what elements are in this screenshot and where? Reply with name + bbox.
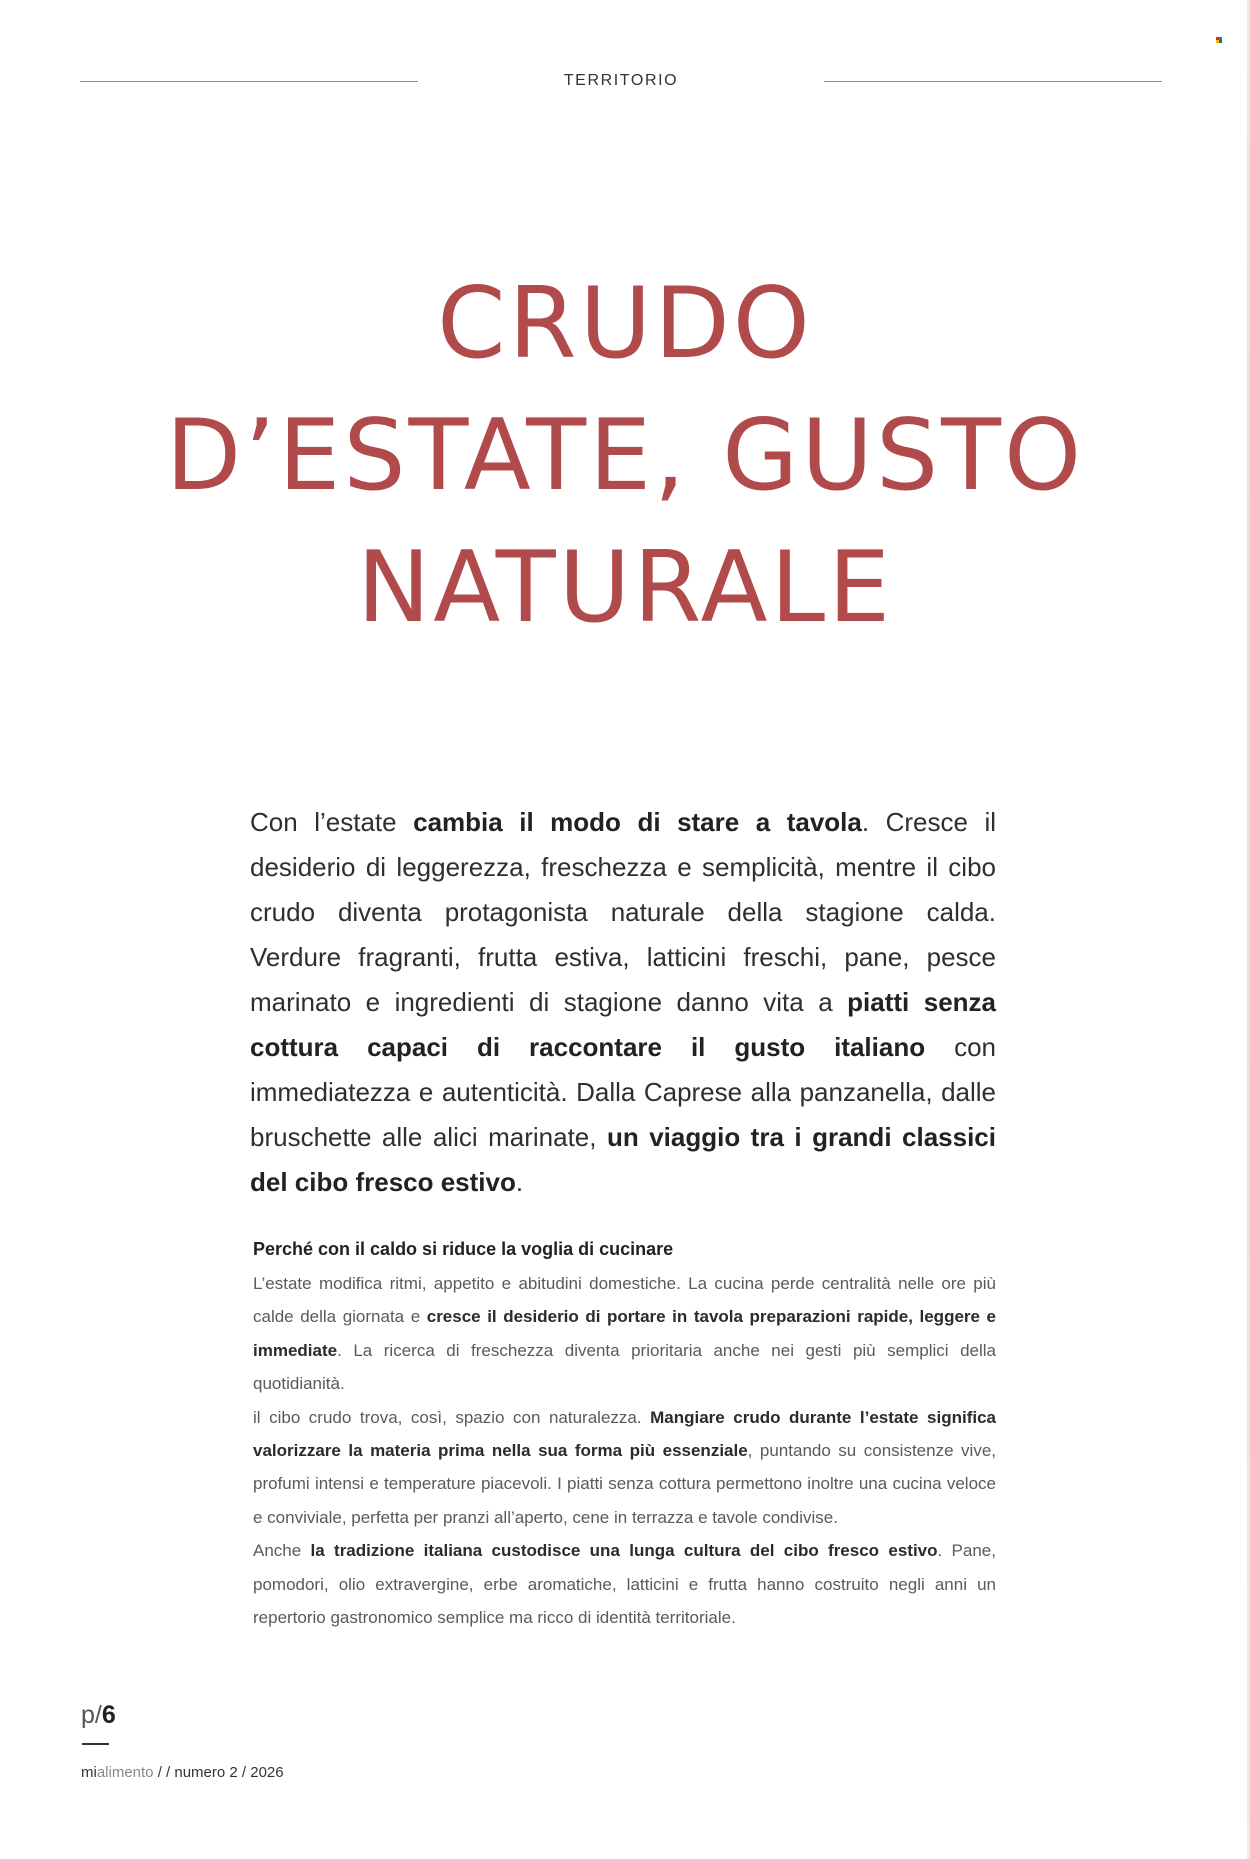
emphasis-text: Mangiare crudo durante l’estate significa valorizzare la materia prima nella sua forma più essenziale xyxy=(253,1407,996,1461)
body-text: Con l’estate xyxy=(250,807,414,837)
header-rule-left xyxy=(80,81,418,82)
title-line: CRUDO xyxy=(437,267,813,381)
title-line: NATURALE xyxy=(356,531,893,645)
header-rule-right xyxy=(824,81,1162,82)
article-title xyxy=(100,258,1150,654)
article-section xyxy=(253,1235,996,1634)
body-paragraph xyxy=(253,1534,996,1634)
color-registration-icon xyxy=(1216,37,1223,44)
title-line: D’ESTATE, GUSTO xyxy=(165,399,1085,513)
emphasis-text: un viaggio tra i grandi classici del cibo fresco estivo xyxy=(250,1122,996,1197)
body-paragraph xyxy=(253,1267,996,1401)
page-prefix: p/ xyxy=(81,1701,102,1729)
page-number xyxy=(81,1700,116,1730)
page-number-value: 6 xyxy=(101,1701,116,1729)
page-number-rule xyxy=(82,1743,109,1745)
body-text: , puntando su consistenze vive, profumi intensi e temperature piacevoli. I piatti senza cottura permettono inoltre una cucina veloce e conviviale, perfetta per pranzi all’aperto, cene in terrazza e tavole condivise. xyxy=(253,1441,996,1527)
body-text: . Pane, pomodori, olio extravergine, erbe aromatiche, latticini e frutta hanno costruito negli anni un repertorio gastronomico semplice ma ricco di identità territoriale. xyxy=(253,1541,996,1628)
section-title: Perché con il caldo si riduce la voglia di cucinare xyxy=(253,1239,674,1259)
body-text: il cibo crudo trova, così, spazio con naturalezza. xyxy=(253,1407,651,1427)
issue-info: / / numero 2 / 2026 xyxy=(153,1764,284,1781)
body-text: . La ricerca di freschezza diventa prioritaria anche nei gesti più semplici della quotidianità. xyxy=(253,1340,996,1394)
body-text: . Cresce il desiderio di leggerezza, freschezza e semplicità, mentre il cibo crudo diventa protagonista naturale della stagione calda. Verdure fragranti, frutta estiva, latticini freschi, pane, pesce marinato e ingredienti di stagione danno vita a xyxy=(250,807,997,1017)
body-text: L’estate modifica ritmi, appetito e abitudini domestiche. La cucina perde centralità nelle ore più calde della giornata e xyxy=(253,1274,996,1327)
brand-name-light: alimento xyxy=(96,1764,154,1781)
lead-paragraph xyxy=(250,800,996,1205)
emphasis-text: cresce il desiderio di portare in tavola preparazioni rapide, leggere e immediate xyxy=(253,1307,997,1360)
emphasis-text: piatti senza cottura capaci di raccontare il gusto italiano xyxy=(250,987,996,1062)
brand-name-dark: mi xyxy=(81,1764,97,1781)
body-text: con immediatezza e autenticità. Dalla Caprese alla panzanella, dalle bruschette alle alici marinate, xyxy=(250,1032,996,1152)
section-header xyxy=(80,72,1162,96)
section-label: TERRITORIO xyxy=(563,72,679,89)
body-text: . xyxy=(515,1167,524,1197)
emphasis-text: la tradizione italiana custodisce una lunga cultura del cibo fresco estivo xyxy=(310,1541,938,1561)
registration-swatch xyxy=(1219,40,1222,43)
magazine-footer xyxy=(81,1762,284,1784)
body-text: Anche xyxy=(253,1541,311,1561)
emphasis-text: cambia il modo di stare a tavola xyxy=(413,807,862,837)
body-paragraph xyxy=(253,1401,996,1535)
